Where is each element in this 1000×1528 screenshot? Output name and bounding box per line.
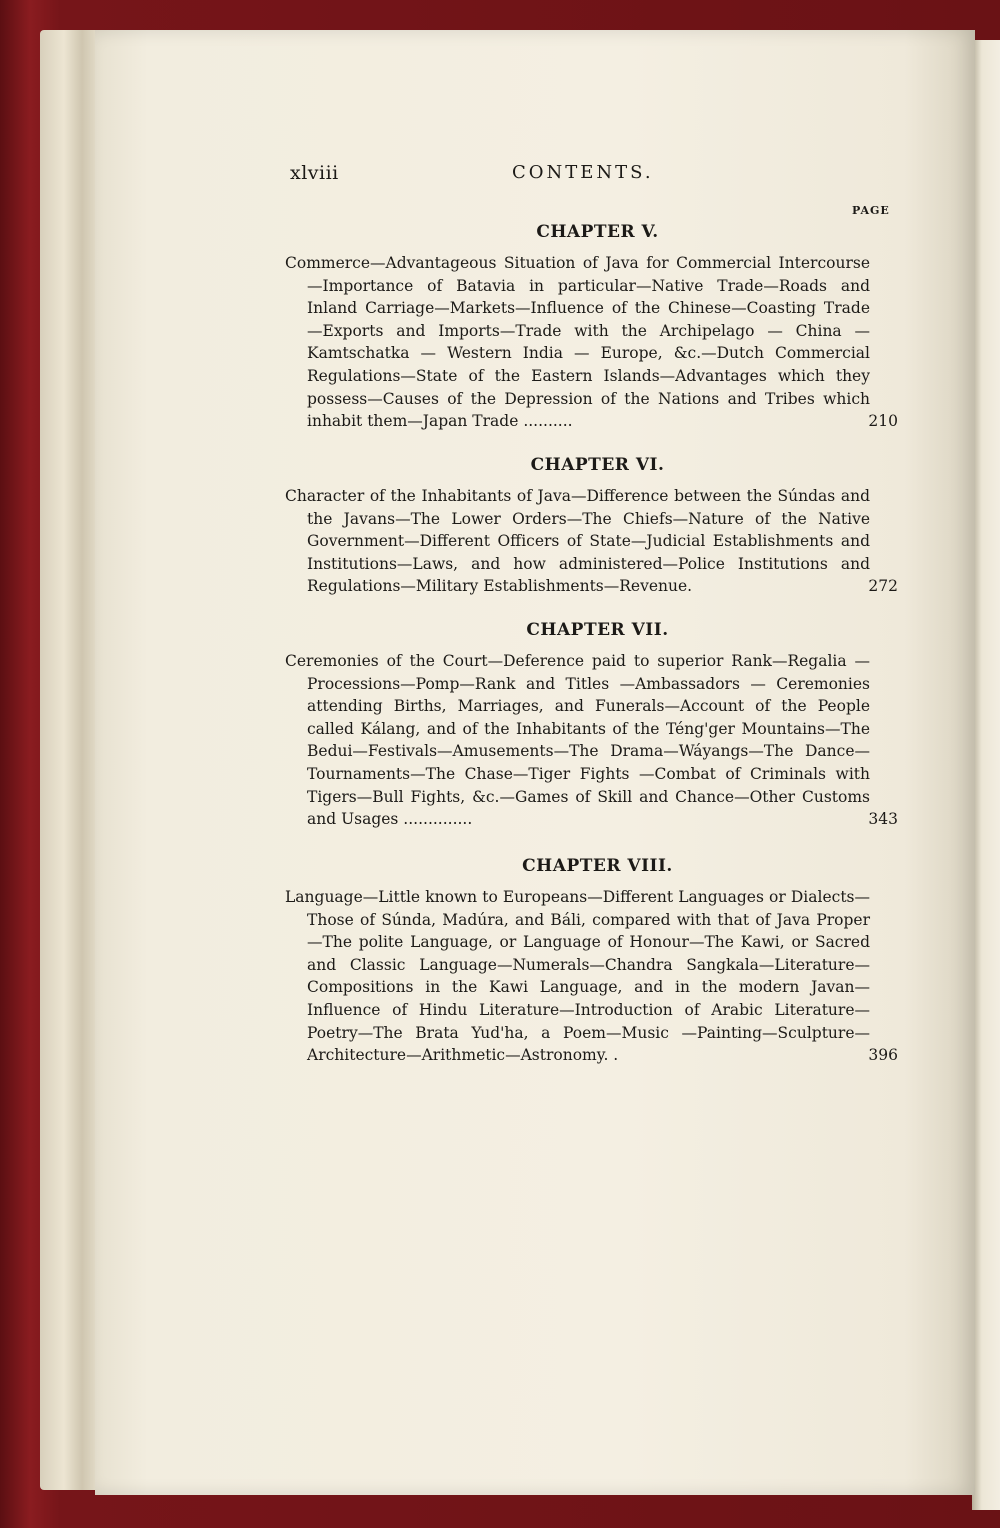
chapter-entry	[285, 455, 898, 598]
chapter-page-number: 272	[868, 577, 898, 596]
chapter-entry	[285, 856, 898, 1067]
chapter-summary-text: Ceremonies of the Court—Deference paid to superior Rank—Regalia —Processions—Pomp—Rank and Titles —Ambassadors — Ceremonies attending Births, Marriages, and Funerals—Account of the People called Kálang, and of the Inhabitants of the Téng'ger Mountains—The Bedui—Festivals—Amusements—The Drama—Wáyangs—The Dance—Tournaments—The Chase—Tiger Fights —Combat of Criminals with Tigers—Bull Fights, &c.—Games of Skill and Chance—Other Customs and Usages ..............	[285, 652, 870, 829]
chapter-summary	[285, 485, 898, 598]
chapter-summary	[285, 886, 898, 1067]
chapter-summary-text: Commerce—Advantageous Situation of Java for Commercial Intercourse—Importance of Batavia in particular—Native Trade—Roads and Inland Carriage—Markets—Influence of the Chinese—Coasting Trade—Exports and Imports—Trade with the Archipelago — China — Kamtschatka — Western India — Europe, &c.—Dutch Commercial Regulations—State of the Eastern Islands—Advantages which they possess—Causes of the Depression of the Nations and Tribes which inhabit them—Japan Trade ..........	[285, 254, 870, 431]
chapter-heading: CHAPTER VIII.	[522, 856, 673, 876]
chapter-page-number: 396	[868, 1046, 898, 1065]
chapter-heading: CHAPTER VI.	[530, 455, 665, 475]
folio-number: xlviii	[290, 162, 339, 184]
page-title: CONTENTS.	[512, 162, 654, 183]
chapter-summary	[285, 650, 898, 831]
chapter-summary	[285, 252, 898, 433]
page-column-label: PAGE	[852, 204, 890, 217]
chapter-summary-text: Character of the Inhabitants of Java—Difference between the Súndas and the Javans—The Lower Orders—The Chiefs—Nature of the Native Government—Different Officers of State—Judicial Establishments and Institutions—Laws, and how administered—Police Institutions and Regulations—Military Establishments—Revenue.	[285, 487, 870, 596]
chapter-entry	[285, 620, 898, 831]
chapter-page-number: 343	[868, 810, 898, 829]
chapter-summary-text: Language—Little known to Europeans—Different Languages or Dialects—Those of Súnda, Madúra, and Báli, compared with that of Java Proper—The polite Language, or Language of Honour—The Kawi, or Sacred and Classic Language—Numerals—Chandra Sangkala—Literature—Compositions in the Kawi Language, and in the modern Javan—Influence of Hindu Literature—Introduction of Arabic Literature—Poetry—The Brata Yud'ha, a Poem—Music —Painting—Sculpture—Architecture—Arithmetic—Astronomy. .	[285, 888, 870, 1065]
chapter-page-number: 210	[868, 412, 898, 431]
chapter-heading: CHAPTER V.	[536, 222, 659, 242]
chapter-entry	[285, 222, 898, 433]
running-head	[290, 162, 850, 192]
chapter-heading: CHAPTER VII.	[526, 620, 669, 640]
